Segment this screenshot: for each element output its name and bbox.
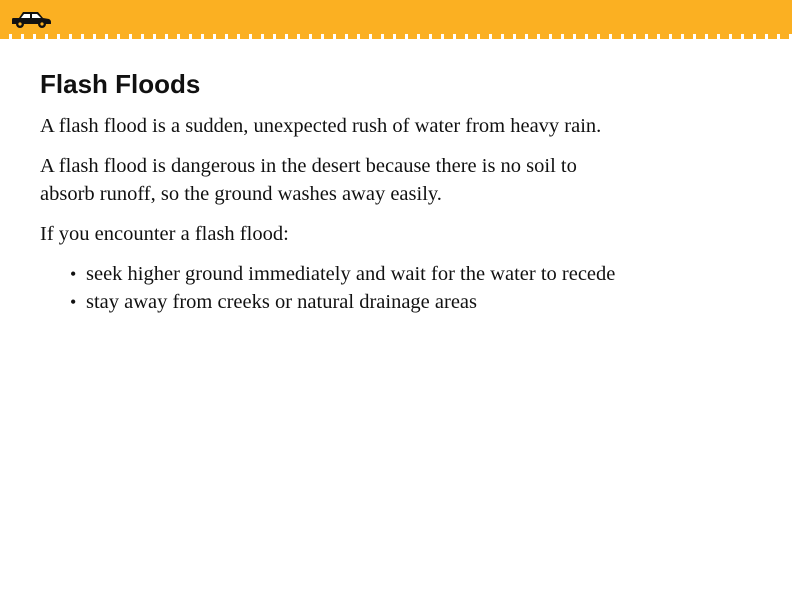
main-content — [40, 66, 630, 316]
list-item — [70, 260, 630, 288]
paragraph-desert-danger: A flash flood is dangerous in the desert because there is no soil to absorb runoff, so the ground washes away easily. — [40, 155, 577, 205]
list-item — [70, 288, 630, 316]
bullet-icon: • — [70, 292, 77, 312]
list-item-text: seek higher ground immediately and wait for the water to recede — [86, 263, 616, 285]
paragraph-definition: A flash flood is a sudden, unexpected rush of water from heavy rain. — [40, 115, 602, 137]
list-item-text: stay away from creeks or natural drainage areas — [86, 291, 478, 313]
banner-dashed-edge — [0, 34, 792, 39]
top-banner — [0, 0, 792, 38]
safety-tips-list — [40, 260, 630, 316]
bullet-icon: • — [70, 264, 77, 284]
car-icon — [10, 9, 52, 29]
paragraph-encounter-intro: If you encounter a flash flood: — [40, 223, 289, 245]
page-title: Flash Floods — [40, 69, 201, 99]
